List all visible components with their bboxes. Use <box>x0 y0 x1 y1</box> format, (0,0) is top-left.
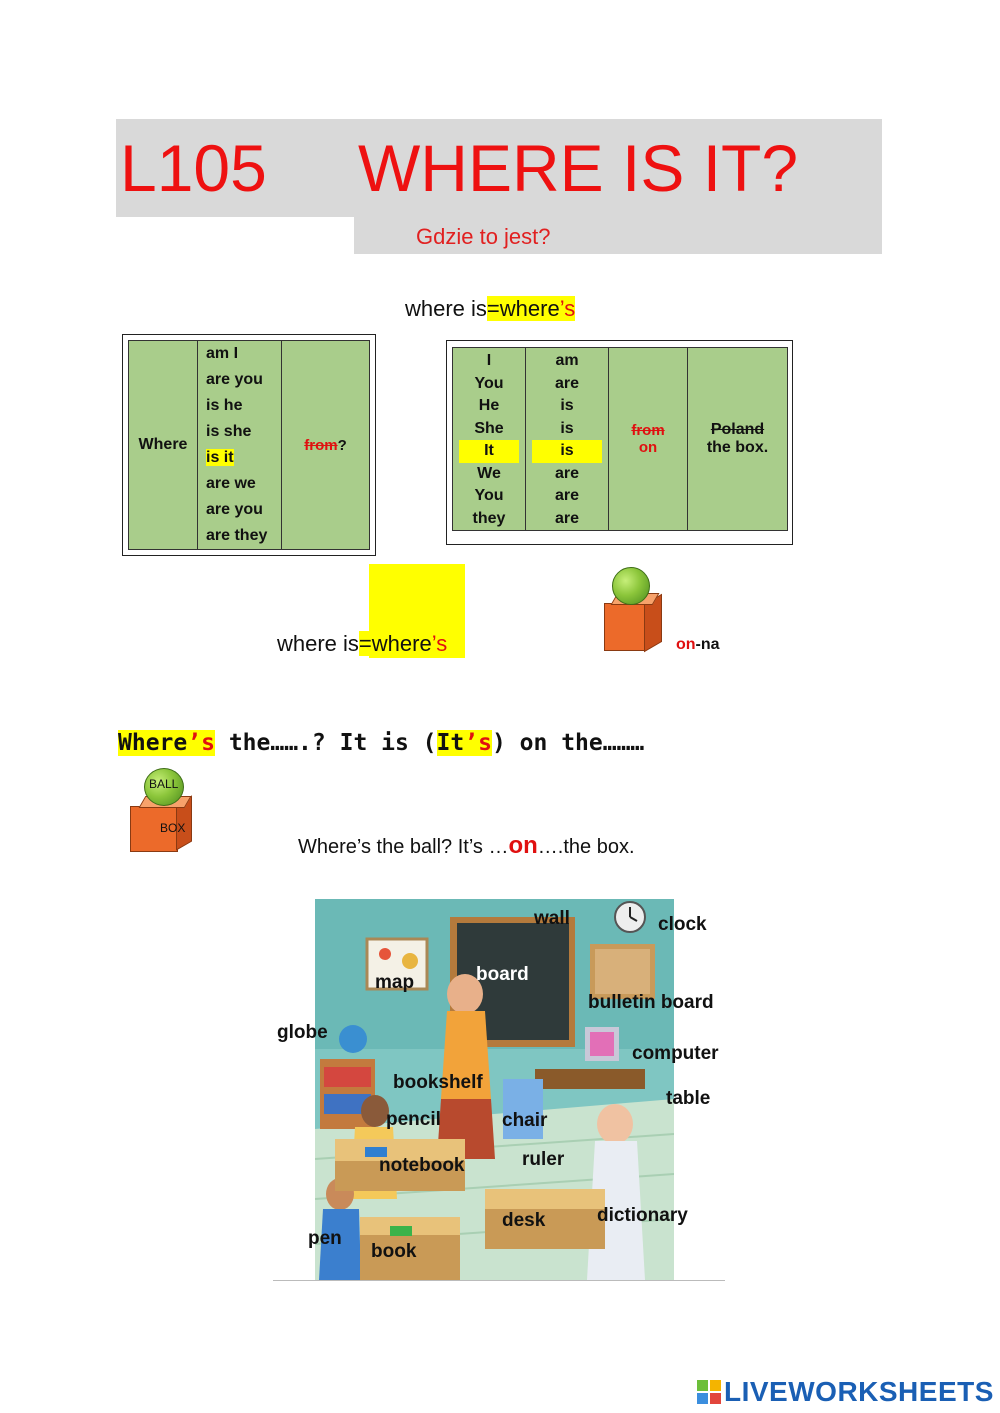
label-map: map <box>375 972 415 993</box>
label-notebook: notebook <box>379 1155 465 1176</box>
table2-subject: You <box>474 487 504 504</box>
answer-s: s <box>478 730 492 756</box>
question-where-highlight <box>118 730 215 756</box>
question-middle: the…….? It is ( <box>214 730 437 756</box>
liveworksheets-logo: LIVEWORKSHEETS <box>724 1376 994 1407</box>
label-bookshelf: bookshelf <box>393 1072 483 1093</box>
table2-prep-cell <box>609 348 688 530</box>
table1-from-cell <box>282 341 369 549</box>
label-ruler: ruler <box>522 1149 565 1170</box>
label-globe: globe <box>277 1022 328 1043</box>
contraction-apostrophe: ’ <box>559 296 565 321</box>
contraction-highlight <box>359 631 447 656</box>
ball-on-box-icon <box>590 565 674 653</box>
table2-subject: He <box>478 397 500 414</box>
table1-where-cell: Where <box>129 341 198 549</box>
table2-verb-highlighted: is <box>532 440 602 463</box>
na-word: -na <box>695 636 720 653</box>
label-chair: chair <box>502 1110 548 1131</box>
question-end: ) on the……… <box>491 730 645 756</box>
table1-row: is he <box>206 397 243 414</box>
contraction-prefix: where is <box>277 631 359 656</box>
box-label: BOX <box>160 821 186 835</box>
example-before: Where’s the ball? It’s … <box>298 836 509 858</box>
label-clock: clock <box>658 914 707 935</box>
table2-subject: We <box>477 464 501 482</box>
label-book: book <box>371 1241 417 1262</box>
table1-row: are you <box>206 371 263 388</box>
on-translation <box>676 636 720 654</box>
liveworksheets-logo-icon <box>697 1380 721 1404</box>
table1-row: are you <box>206 501 263 518</box>
picture-baseline <box>273 1280 725 1281</box>
answer-apostrophe: ’ <box>464 730 479 756</box>
answer-its-highlight <box>437 730 492 756</box>
table2-verb: are <box>554 509 580 527</box>
table2-verb: are <box>554 464 580 482</box>
question-table <box>128 340 370 550</box>
contraction-apostrophe: ’ <box>431 631 437 656</box>
label-table: table <box>666 1088 711 1109</box>
table1-from-struck: from <box>304 436 338 454</box>
contraction-rule-top <box>405 294 575 324</box>
table2-verb: are <box>554 487 580 504</box>
table2-place: the box. <box>706 439 769 456</box>
label-dictionary: dictionary <box>597 1205 688 1226</box>
table2-subject: they <box>472 509 506 527</box>
table1-row: is she <box>206 423 252 440</box>
table2-prep: on <box>638 439 658 456</box>
table2-subject: I <box>486 352 492 369</box>
table1-row: are they <box>206 527 268 544</box>
table2-place-cell <box>688 348 787 530</box>
answer-it: It <box>436 730 465 756</box>
table1-row: am I <box>206 345 239 362</box>
contraction-word: where <box>499 296 560 321</box>
table2-verb: are <box>554 374 580 392</box>
table2-subject: You <box>474 374 504 392</box>
contraction-highlight <box>487 296 575 321</box>
table1-verb-subject-cell <box>198 341 282 549</box>
label-bulletin-board: bulletin board <box>588 992 714 1013</box>
example-after: ….the box. <box>537 836 635 858</box>
contraction-prefix: where is <box>405 296 487 321</box>
lesson-code: L105 <box>120 131 267 205</box>
page-title: WHERE IS IT? <box>358 131 799 205</box>
table1-row-highlighted <box>206 445 281 471</box>
label-computer: computer <box>632 1043 719 1064</box>
contraction-rule-bottom <box>277 629 447 659</box>
example-sentence <box>298 832 635 860</box>
answer-table <box>452 347 788 531</box>
table2-subject: She <box>474 419 504 437</box>
ball-label: BALL <box>149 777 179 791</box>
table2-subject-col <box>453 348 526 530</box>
table1-highlighted-text: is it <box>206 449 234 466</box>
example-on: on <box>508 832 538 859</box>
on-word: on <box>676 636 696 653</box>
label-pencil: pencil <box>386 1109 441 1130</box>
label-pen: pen <box>308 1228 342 1249</box>
table1-row: are we <box>206 475 256 492</box>
table2-place-struck: Poland <box>710 421 765 438</box>
contraction-eq: = <box>486 296 500 321</box>
page-subtitle: Gdzie to jest? <box>416 224 551 249</box>
contraction-s: s <box>436 631 448 656</box>
table2-subject-highlighted: It <box>459 440 519 463</box>
question-apostrophe: ’ <box>187 730 202 756</box>
table2-verb: am <box>555 352 579 369</box>
label-board: board <box>476 964 529 985</box>
table2-verb: is <box>560 419 574 437</box>
table1-question-mark: ? <box>337 436 347 454</box>
table2-verb-col <box>526 348 609 530</box>
question-s: s <box>201 730 215 756</box>
question-pattern <box>118 726 644 760</box>
contraction-eq: = <box>358 631 372 656</box>
table2-prep-struck: from <box>631 422 665 439</box>
contraction-word: where <box>371 631 432 656</box>
label-wall: wall <box>534 908 570 929</box>
contraction-s: s <box>564 296 576 321</box>
question-where: Where <box>118 730 188 756</box>
table2-verb: is <box>560 397 574 414</box>
label-desk: desk <box>502 1210 546 1231</box>
